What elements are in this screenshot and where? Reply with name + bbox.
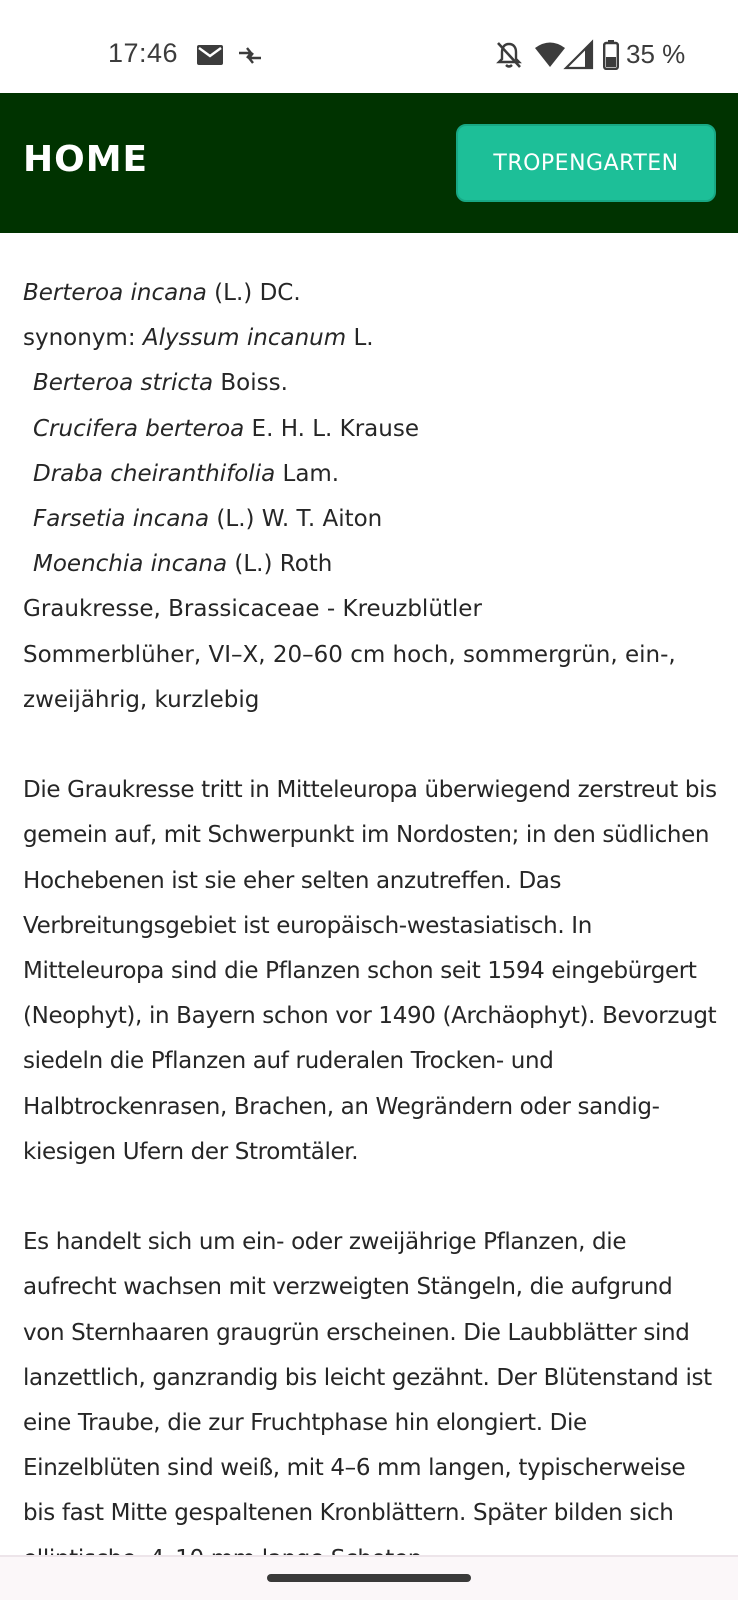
synonym-line: [23, 361, 718, 406]
description-paragraph: Es handelt sich um ein- oder zweijährige Pflanzen, die aufrecht wachsen mit verzweigten Stängeln, die aufgrund von Sternhaaren graugrün erscheinen. Die Laubblätter sind lanzettlich, ganzrandig bis leicht gezähnt. Der Blütenstand ist eine Traube, die zur Fruchtphase hin elongiert. Die Einzelblüten sind weiß, mit 4–6 mm langen, typischerweise bis fast Mitte gespaltenen Kronblättern. Später bilden sich: [23, 1229, 712, 1527]
home-indicator[interactable]: [267, 1574, 471, 1582]
paragraph-spacer: [23, 723, 718, 768]
synonym-italic: Moenchia incana: [33, 551, 228, 578]
synonym-line: [23, 542, 718, 587]
page-title: HOME: [23, 139, 149, 180]
tropengarten-button[interactable]: TROPENGARTEN: [456, 124, 716, 202]
traits-line: zweijährig, kurzlebig: [23, 686, 260, 713]
species-author: (L.) DC.: [206, 280, 301, 306]
status-time: 17:46: [108, 38, 179, 68]
wifi-icon: [535, 42, 565, 68]
family-line: Graukresse, Brassicaceae - Kreuzblütler: [23, 596, 482, 623]
synonym-author: (L.) W. T. Aiton: [209, 506, 383, 533]
battery-percentage: 35 %: [626, 39, 686, 69]
mail-icon: [197, 45, 223, 65]
species-name-italic: Berteroa incana: [23, 280, 207, 306]
synonym-author: Boiss.: [213, 370, 288, 397]
bell-off-icon: [496, 41, 522, 69]
content-area[interactable]: [0, 233, 738, 1555]
traits-line: Sommerblüher, VI–X, 20–60 cm hoch, sommergrün, ein-,: [23, 641, 676, 668]
synonym-italic: Farsetia incana: [33, 506, 210, 533]
synonym-italic: Alyssum incanum: [142, 325, 347, 352]
synonym-line: [23, 407, 718, 452]
synonym-author: E. H. L. Krause: [244, 415, 419, 442]
synonym-line: [23, 316, 718, 361]
app-header: [0, 93, 738, 233]
status-bar: [0, 0, 738, 93]
paragraph-spacer: [23, 1175, 718, 1220]
synonym-author: (L.) Roth: [227, 551, 333, 578]
synonym-author: L.: [346, 325, 374, 352]
distribution-paragraph: Die Graukresse tritt in Mitteleuropa überwiegend zerstreut bis gemein auf, mit Schwerpunkt im Nordosten; in den südlichen Hochebenen ist sie eher selten anzutreffen. Das Verbreitungsgebiet ist europäisch-westasiatisch. In Mitteleuropa sind die Pflanzen schon seit 1594 eingebürgert (Neophyt), in Bayern schon vor 1490 (Archäophyt). Bevorzugt siedeln die Pflanzen auf ruderalen Trocken- und Halbtrockenrasen, Brachen, an Wegrändern oder sandig-kiesigen Ufern der Stromtäler.: [23, 777, 717, 1165]
battery-icon: [603, 40, 619, 70]
synonym-line: [23, 452, 718, 497]
species-name: [23, 271, 718, 316]
synonym-line: [23, 497, 718, 542]
synonym-author: Lam.: [275, 460, 340, 487]
synonym-italic: Berteroa stricta: [33, 370, 214, 397]
synonym-prefix: synonym:: [23, 325, 143, 352]
signal-icon: [566, 42, 592, 68]
synonym-italic: Draba cheiranthifolia: [33, 460, 276, 487]
arrows-icon: [236, 42, 264, 68]
synonym-italic: Crucifera berteroa: [33, 415, 245, 442]
